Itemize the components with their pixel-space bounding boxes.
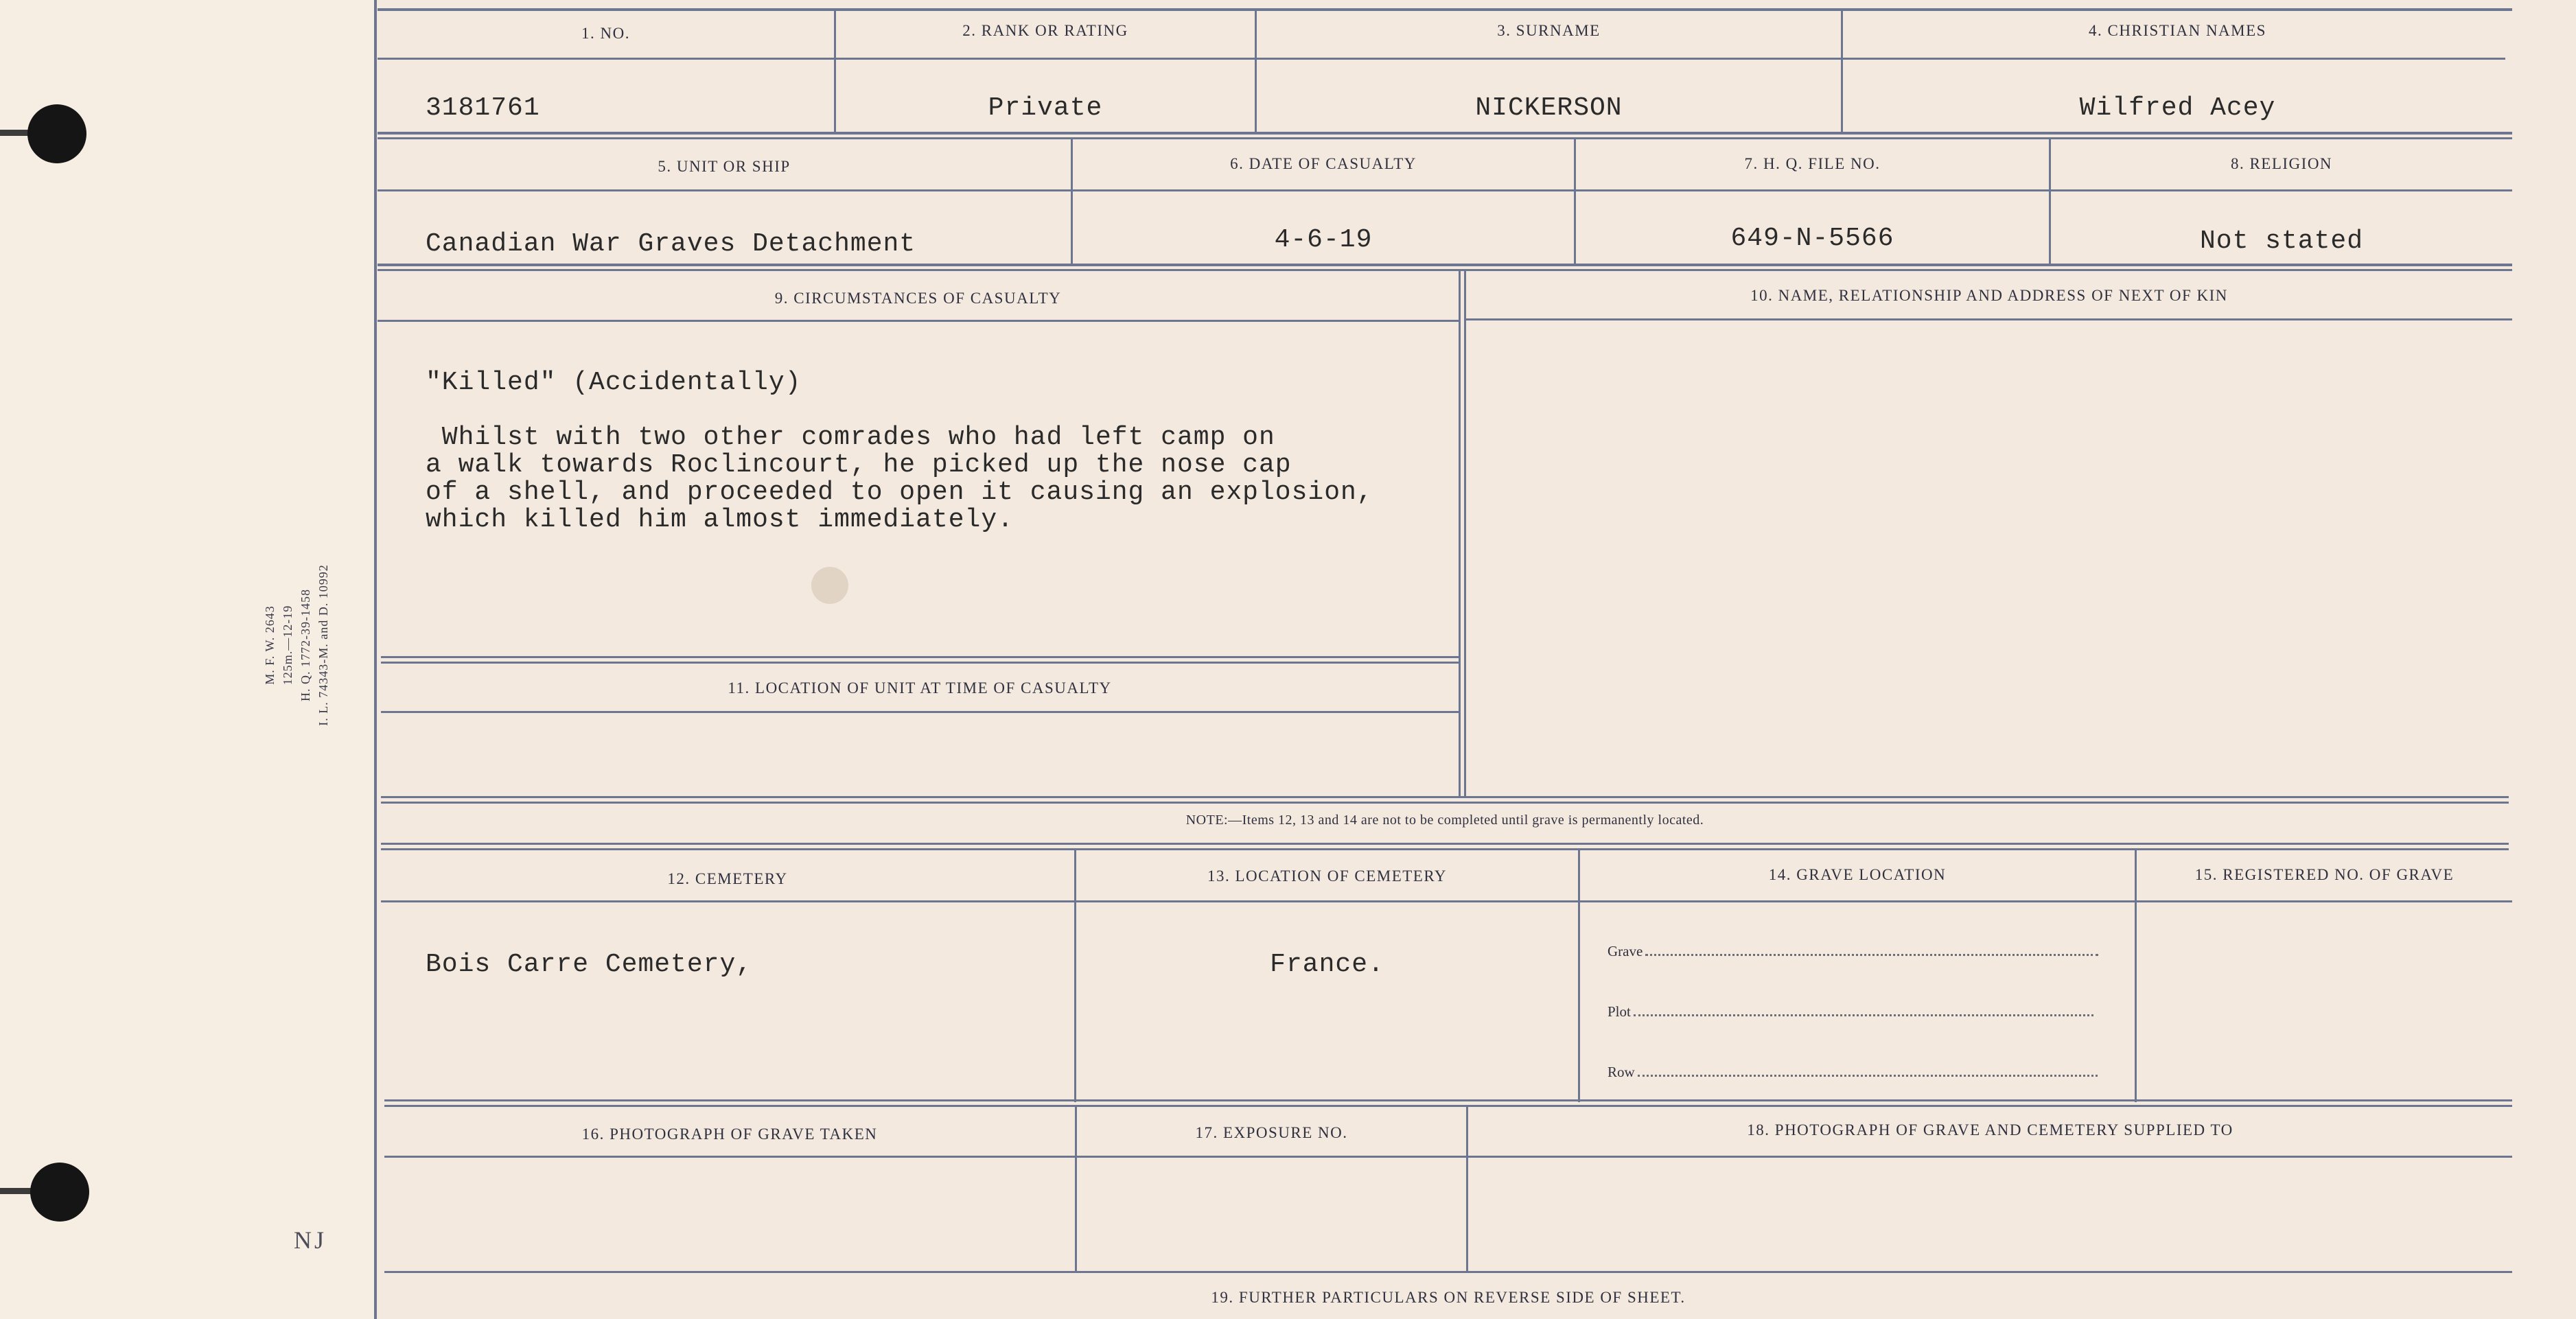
rule bbox=[378, 58, 2505, 60]
rule bbox=[378, 320, 1459, 322]
grave-line bbox=[1608, 943, 2098, 960]
field-label-registered-no: 15. REGISTERED NO. OF GRAVE bbox=[2194, 866, 2455, 883]
unit-value: Canadian War Graves Detachment bbox=[426, 229, 916, 259]
circumstances-line: which killed him almost immediately. bbox=[426, 505, 1014, 535]
rule bbox=[2135, 850, 2137, 1102]
rule bbox=[378, 189, 2512, 191]
rule bbox=[381, 711, 1459, 713]
field-label-christian-names: 4. CHRISTIAN NAMES bbox=[2089, 22, 2266, 39]
surname-value: NICKERSON bbox=[1475, 93, 1623, 123]
circumstances-line: of a shell, and proceeded to open it causing an explosion, bbox=[426, 478, 1373, 507]
field-label-photo-taken: 16. PHOTOGRAPH OF GRAVE TAKEN bbox=[581, 1125, 878, 1143]
rule bbox=[384, 1156, 2512, 1158]
paper-stain bbox=[811, 567, 848, 604]
field-label-unit: 5. UNIT OR SHIP bbox=[658, 158, 791, 175]
rule bbox=[381, 900, 2512, 902]
circumstances-line: "Killed" (Accidentally) bbox=[426, 368, 802, 397]
field-label-next-of-kin: 10. NAME, RELATIONSHIP AND ADDRESS OF NEXT OF KIN bbox=[1750, 287, 2228, 304]
further-particulars: 19. FURTHER PARTICULARS ON REVERSE SIDE OF SHEET. bbox=[1211, 1289, 1686, 1306]
row-label: Row bbox=[1608, 1064, 1635, 1080]
field-label-date: 6. DATE OF CASUALTY bbox=[1230, 155, 1417, 172]
note-text: NOTE:—Items 12, 13 and 14 are not to be completed until grave is permanently located. bbox=[1185, 813, 1704, 828]
form-code-line: M. F. W. 2643 bbox=[263, 605, 277, 685]
grave-label: Grave bbox=[1608, 943, 1643, 959]
rule bbox=[1464, 271, 1466, 796]
field-label-no: 1. NO. bbox=[581, 25, 630, 42]
rule bbox=[381, 802, 2509, 804]
form-code-line: I. L. 74343-M. and D. 10992 bbox=[316, 564, 330, 726]
rule bbox=[381, 662, 1459, 664]
cemetery-location-value: France. bbox=[1270, 950, 1384, 979]
form-code-block bbox=[261, 549, 343, 741]
field-label-surname: 3. SURNAME bbox=[1497, 22, 1601, 39]
margin-border bbox=[374, 0, 377, 1319]
rank-value: Private bbox=[988, 93, 1103, 123]
rule bbox=[378, 269, 2512, 271]
rule bbox=[1465, 318, 2512, 320]
row-line bbox=[1608, 1064, 2098, 1081]
rule bbox=[384, 1271, 2512, 1273]
field-label-religion: 8. RELIGION bbox=[2230, 155, 2333, 172]
rule bbox=[381, 656, 1459, 658]
plot-line bbox=[1608, 1003, 2093, 1020]
field-label-rank: 2. RANK OR RATING bbox=[962, 22, 1128, 39]
circumstances-line: a walk towards Roclincourt, he picked up the nose cap bbox=[426, 450, 1292, 480]
religion-value: Not stated bbox=[2199, 226, 2364, 256]
field-label-grave-location: 14. GRAVE LOCATION bbox=[1768, 866, 1947, 883]
hq-file-value: 649-N-5566 bbox=[1730, 224, 1894, 253]
rule bbox=[378, 264, 2512, 266]
service-number-value: 3181761 bbox=[426, 93, 540, 123]
rule bbox=[1459, 271, 1461, 796]
dotted-fill bbox=[1645, 954, 2098, 956]
field-label-exposure-no: 17. EXPOSURE NO. bbox=[1195, 1124, 1348, 1141]
form-code-line: H. Q. 1772-39-1458 bbox=[299, 589, 312, 701]
field-label-hq-file: 7. H. Q. FILE NO. bbox=[1744, 155, 1881, 172]
field-label-location-of-unit: 11. LOCATION OF UNIT AT TIME OF CASUALTY bbox=[728, 679, 1112, 697]
field-label-photo-supplied: 18. PHOTOGRAPH OF GRAVE AND CEMETERY SUPPLIED TO bbox=[1747, 1121, 2233, 1139]
rule bbox=[381, 843, 2509, 845]
date-of-casualty-value: 4-6-19 bbox=[1274, 225, 1373, 255]
circumstances-line: Whilst with two other comrades who had left camp on bbox=[426, 423, 1275, 452]
rule bbox=[1578, 850, 1580, 1102]
rule bbox=[378, 8, 2512, 11]
field-label-cemetery: 12. CEMETERY bbox=[667, 870, 788, 887]
dotted-fill bbox=[1638, 1075, 2098, 1077]
binder-hole-top bbox=[27, 104, 86, 163]
rule bbox=[381, 848, 2509, 850]
form-code-line: 125m.—12-19 bbox=[281, 605, 294, 686]
field-label-cemetery-location: 13. LOCATION OF CEMETERY bbox=[1207, 867, 1448, 885]
christian-names-value: Wilfred Acey bbox=[2079, 93, 2276, 123]
plot-label: Plot bbox=[1608, 1003, 1631, 1020]
clerk-initials: NJ bbox=[294, 1226, 327, 1254]
cemetery-value: Bois Carre Cemetery, bbox=[426, 950, 753, 979]
rule bbox=[378, 137, 2512, 139]
rule bbox=[384, 1099, 2512, 1101]
dotted-fill bbox=[1634, 1014, 2093, 1016]
field-label-circumstances: 9. CIRCUMSTANCES OF CASUALTY bbox=[774, 290, 1062, 307]
rule bbox=[381, 796, 2509, 798]
binder-hole-bottom bbox=[30, 1163, 89, 1222]
rule bbox=[378, 132, 2512, 135]
rule bbox=[384, 1105, 2512, 1107]
